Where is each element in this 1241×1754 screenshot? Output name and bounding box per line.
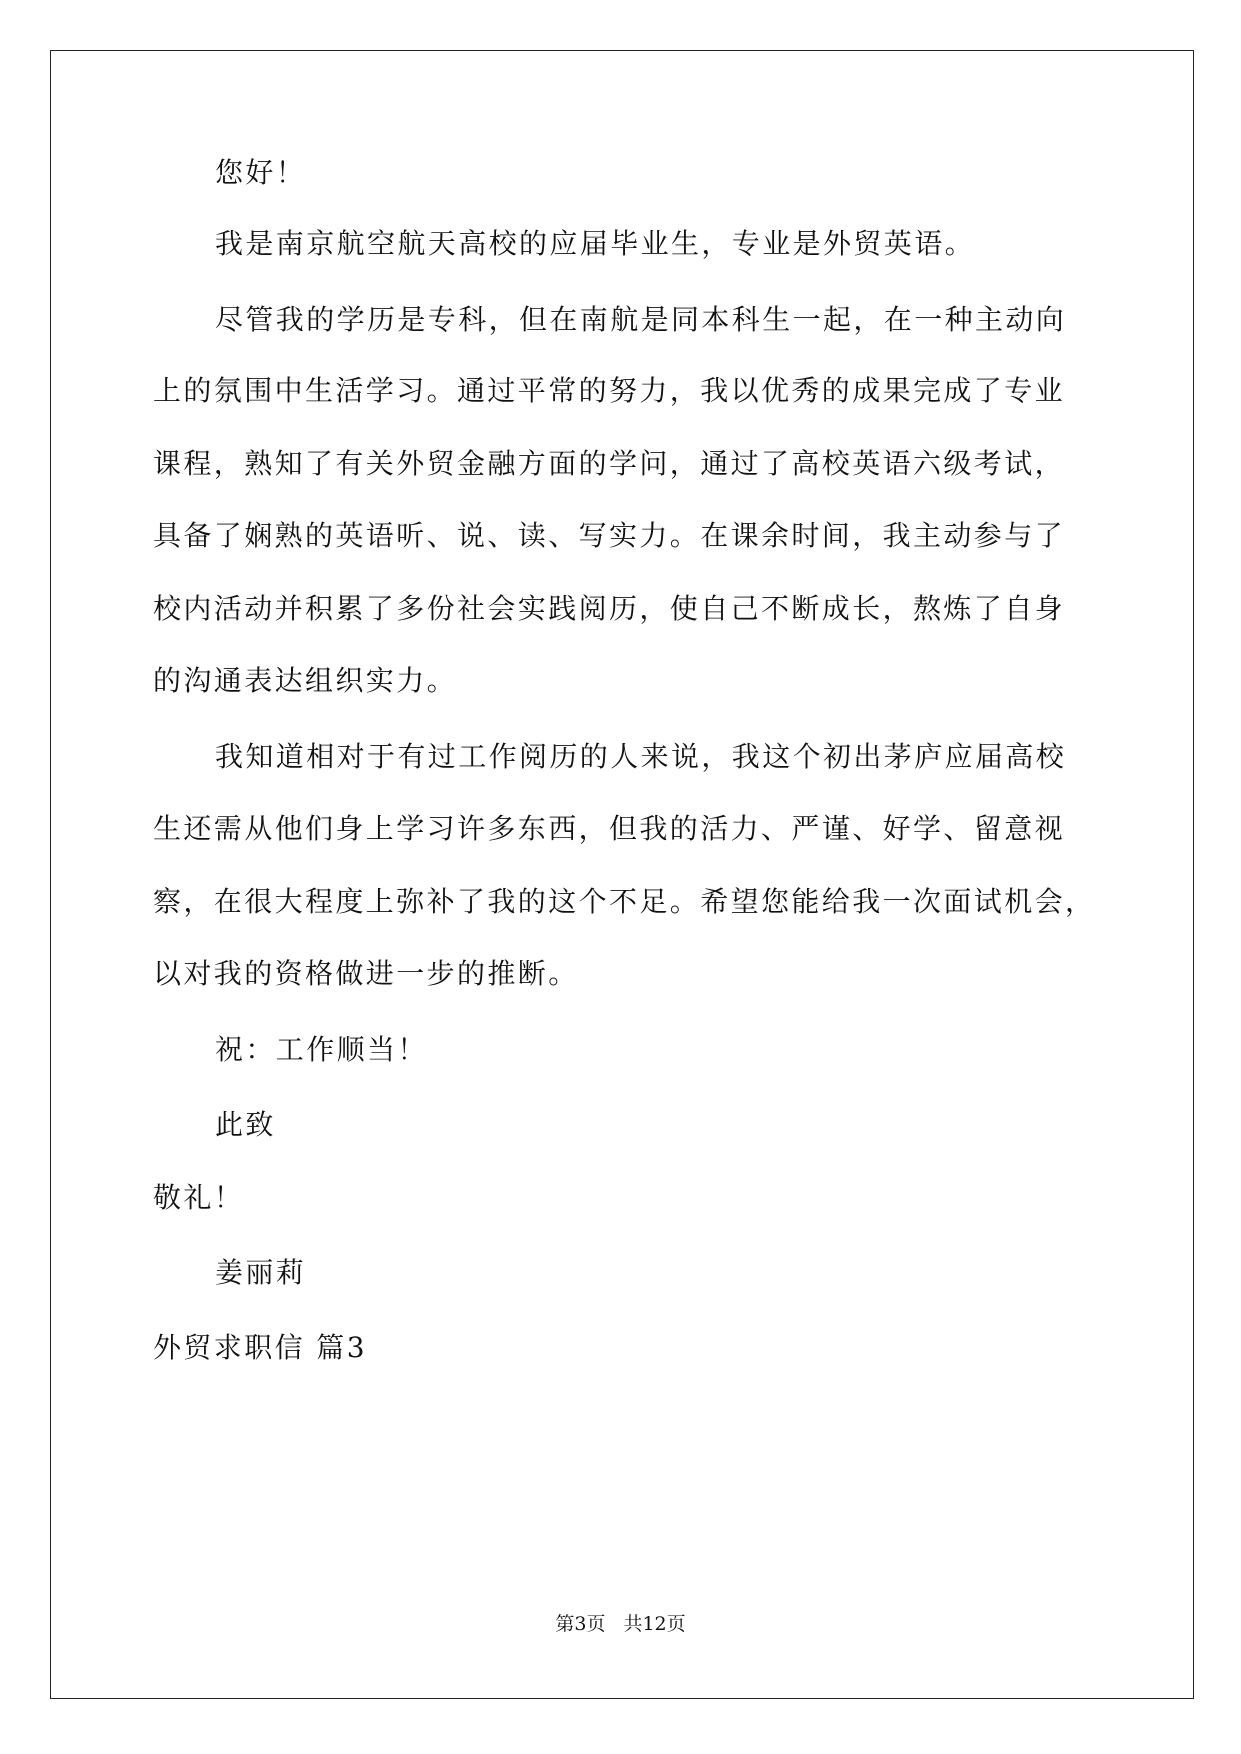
page-number: 第3页 [555,1613,606,1635]
greeting: 您好！ [215,156,307,189]
section-heading: 外贸求职信 篇3 [153,1331,367,1364]
paragraph-3-line-3: 察，在很大程度上弥补了我的这个不足。希望您能给我一次面试机会， [153,885,1096,918]
page-footer [0,1612,1241,1636]
page-frame [50,50,1194,1699]
paragraph-2-line-5: 校内活动并积累了多份社会实践阅历，使自己不断成长，熬炼了自身 [153,592,1066,625]
paragraph-2-line-3: 课程，熟知了有关外贸金融方面的学问，通过了高校英语六级考试， [153,447,1066,480]
paragraph-2-line-6: 的沟通表达组织实力。 [153,664,458,697]
paragraph-3-line-4: 以对我的资格做进一步的推断。 [153,957,579,990]
signature: 姜丽莉 [215,1256,307,1289]
paragraph-1-line-1: 我是南京航空航天高校的应届毕业生，专业是外贸英语。 [215,227,976,260]
closing-ci-zhi: 此致 [215,1108,276,1141]
closing-jing-li: 敬礼！ [153,1181,245,1214]
paragraph-2-line-2: 上的氛围中生活学习。通过平常的努力，我以优秀的成果完成了专业 [153,374,1066,407]
page-total: 共12页 [623,1613,686,1635]
paragraph-3-line-1: 我知道相对于有过工作阅历的人来说，我这个初出茅庐应届高校 [215,740,1067,773]
paragraph-3-line-2: 生还需从他们身上学习许多东西，但我的活力、严谨、好学、留意视 [153,812,1066,845]
wish-line: 祝：工作顺当！ [215,1033,428,1066]
paragraph-2-line-4: 具备了娴熟的英语听、说、读、写实力。在课余时间，我主动参与了 [153,519,1066,552]
paragraph-2-line-1: 尽管我的学历是专科，但在南航是同本科生一起，在一种主动向 [215,303,1067,336]
